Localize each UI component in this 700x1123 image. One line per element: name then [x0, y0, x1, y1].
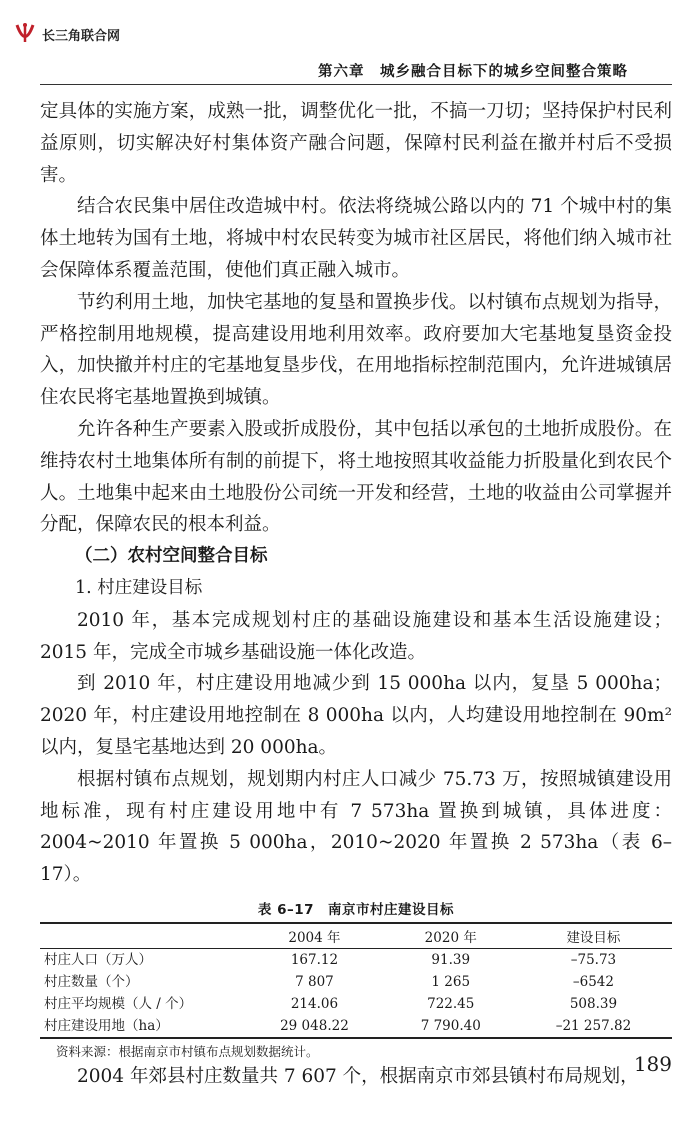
table-row	[40, 948, 672, 971]
table-cell: 167.12	[290, 951, 339, 968]
logo-icon	[14, 22, 36, 46]
table-header-cell: 2004 年	[242, 923, 386, 949]
paragraph-8: 2004 年郊县村庄数量共 7 607 个，根据南京市郊县镇村布局规划，	[77, 1065, 639, 1087]
table-source-note: 资料来源：根据南京市村镇布点规划数据统计。	[56, 1043, 319, 1059]
table-row	[40, 1015, 672, 1038]
table-row	[40, 971, 672, 993]
table-cell: 508.39	[569, 995, 618, 1012]
table-cell: 村庄数量（个）	[44, 973, 139, 990]
logo-text: 长三角联合网	[42, 28, 121, 44]
table-header-row	[40, 923, 672, 949]
table-header-cell: 2020 年	[387, 923, 515, 949]
table-cell: –21 257.82	[515, 1015, 672, 1038]
table-cell: 91.39	[431, 951, 471, 968]
table-cell: 1 265	[431, 973, 471, 990]
section-title: （二）农村空间整合目标	[75, 546, 268, 567]
table-cell: 29 048.22	[242, 1015, 386, 1038]
table-header-cell: 建设目标	[515, 923, 672, 949]
table-cell: 村庄平均规模（人 / 个）	[44, 995, 193, 1012]
table-cell: 722.45	[427, 995, 475, 1012]
paragraph-5: 2010 年，基本完成规划村庄的基础设施建设和基本生活设施建设；2015 年，完成全市城乡基础设施一体化改造。	[40, 609, 672, 663]
table-row	[40, 993, 672, 1015]
paragraph-6: 到 2010 年，村庄建设用地减少到 15 000ha 以内，复垦 5 000ha；2020 年，村庄建设用地控制在 8 000ha 以内，人均建设用地控制在 90m² 以内，复垦宅基地达到 20 000ha。	[40, 673, 672, 758]
table-cell: 7 790.40	[387, 1015, 515, 1038]
village-targets-table	[40, 922, 672, 1039]
paragraph-7: 根据村镇布点规划，规划期内村庄人口减少 75.73 万，按照城镇建设用地标准，现有村庄建设用地中有 7 573ha 置换到城镇，具体进度：2004~2010 年置换 5 000ha，2010~2020 年置换 2 573ha（表 6–17）。	[40, 768, 672, 886]
table-cell: 7 807	[295, 973, 334, 990]
subsection-title: 1. 村庄建设目标	[75, 577, 203, 598]
site-logo	[14, 22, 120, 46]
table-cell: 村庄人口（万人）	[44, 951, 152, 968]
header-rule	[40, 84, 672, 85]
table-cell: –75.73	[570, 951, 617, 968]
page-number: 189	[633, 1052, 672, 1076]
paragraph-4: 允许各种生产要素入股或折成股份，其中包括以承包的土地折成股份。在维持农村土地集体所有制的前提下，将土地按照其收益能力折股量化到农民个人。土地集中起来由土地股份公司统一开发和经营，土地的收益由公司掌握并分配，保障农民的根本利益。	[40, 418, 672, 536]
paragraph-1: 定具体的实施方案，成熟一批，调整优化一批，不搞一刀切；坚持保护村民利益原则，切实解决好村集体资产融合问题，保障村民利益在撤并村后不受损害。	[40, 101, 672, 186]
table-caption: 表 6–17 南京市村庄建设目标	[257, 901, 455, 918]
table-cell: 村庄建设用地（ha）	[40, 1015, 242, 1038]
table-header-cell	[40, 923, 242, 949]
table-cell: 214.06	[290, 995, 339, 1012]
running-header: 第六章 城乡融合目标下的城乡空间整合策略	[318, 64, 628, 80]
page-body	[40, 96, 672, 1093]
table-cell: –6542	[572, 973, 614, 990]
paragraph-3: 节约利用土地，加快宅基地的复垦和置换步伐。以村镇布点规划为指导，严格控制用地规模，提高建设用地利用效率。政府要加大宅基地复垦资金投入，加快撤并村庄的宅基地复垦步伐，在用地指标控制范围内，允许进城镇居住农民将宅基地置换到城镇。	[40, 291, 672, 409]
paragraph-2: 结合农民集中居住改造城中村。依法将绕城公路以内的 71 个城中村的集体土地转为国有土地，将城中村农民转变为城市社区居民，将他们纳入城市社会保障体系覆盖范围，使他们真正融入城市。	[40, 196, 672, 281]
